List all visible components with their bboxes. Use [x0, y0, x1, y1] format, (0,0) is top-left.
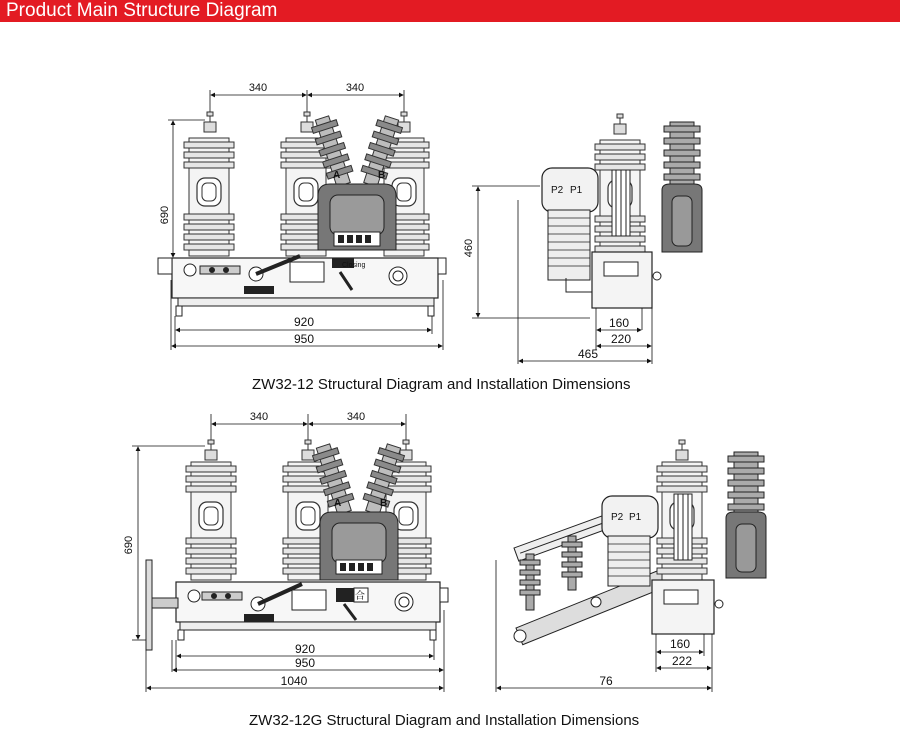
page-title: Product Main Structure Diagram	[6, 0, 278, 21]
top-dim-span-right: 340	[345, 82, 365, 94]
bottom-dim-width-inner: 920	[294, 642, 316, 656]
bottom-ct-p2: P2	[611, 512, 624, 523]
top-dim-side-height: 460	[463, 238, 475, 258]
top-phase-b: B	[378, 170, 386, 181]
top-dim-side-a: 160	[608, 316, 630, 330]
top-side-view	[463, 114, 702, 364]
bottom-front-view	[123, 411, 448, 692]
bottom-dim-span-right: 340	[346, 411, 366, 423]
top-dim-height: 690	[159, 205, 171, 225]
top-phase-a: A	[333, 170, 341, 181]
bottom-dim-span-left: 340	[249, 411, 269, 423]
bottom-ct-p1: P1	[629, 512, 642, 523]
bottom-phase-b: B	[380, 498, 388, 509]
bottom-side-view	[496, 440, 766, 692]
top-diagram-caption: ZW32-12 Structural Diagram and Installation Dimensions	[252, 376, 631, 393]
bottom-phase-a: A	[334, 498, 342, 509]
top-ct-p2: P2	[551, 185, 564, 196]
top-dim-span-left: 340	[248, 82, 268, 94]
bottom-diagram-caption: ZW32-12G Structural Diagram and Installation Dimensions	[249, 712, 640, 729]
top-ct-p1: P1	[570, 185, 583, 196]
top-dim-side-b: 220	[610, 332, 632, 346]
top-dim-width-outer: 950	[293, 332, 315, 346]
top-dim-width-inner: 920	[293, 315, 315, 329]
bottom-dim-width-outer: 1040	[280, 674, 308, 688]
bottom-dim-width-mid: 950	[294, 656, 316, 670]
bottom-dim-side-b: 222	[671, 654, 693, 668]
bottom-dim-side-a: 160	[669, 637, 691, 651]
top-plate-closing: Closing	[342, 262, 366, 269]
bottom-plate-closing: 合	[355, 591, 365, 602]
bottom-dim-height: 690	[123, 535, 135, 555]
top-front-view	[158, 82, 446, 350]
top-dim-side-c: 465	[577, 347, 599, 361]
bottom-dim-side-c: 76	[599, 674, 613, 688]
